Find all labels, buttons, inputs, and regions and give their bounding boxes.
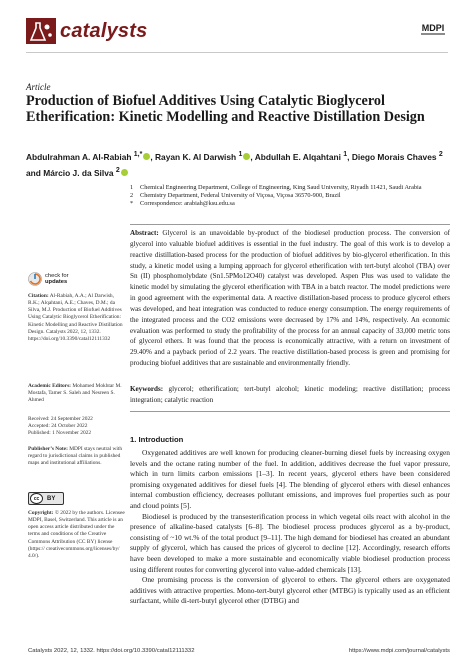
publisher-note: Publisher’s Note: MDPI stays neutral with regard to jurisdictional claims in published maps and institutional affiliations. [28, 446, 123, 467]
author[interactable]: Diego Morais Chaves $^2$ [351, 151, 443, 162]
journal-header [26, 16, 147, 46]
cc-by-license-badge[interactable]: cc BY [28, 492, 64, 505]
author-list: Abdulrahman A. Al-Rabiah $^{1,*}$ , Rayan K. Al Darwish $^1$ , Abdullah E. Alqahtani $^1$, Diego Morais Chaves $^2$ and Márcio J. da Silva $^2$ [26, 151, 443, 178]
introduction-body [130, 448, 450, 607]
section-heading: 1. Introduction [130, 435, 184, 444]
check-updates-icon [28, 272, 42, 286]
article-title: Production of Biofuel Additives Using Catalytic Bioglycerol Etherification: Kinetic Modelling and Reactive Distillation Design [26, 93, 425, 126]
article-type: Article [26, 82, 51, 92]
abstract: Abstract: Glycerol is an unavoidable by-product of the biodiesel production process. The conversion of glycerol into valuable biofuel additives is essential in the fuel industry. The goal of this work is to develop a reactive distillation-based process for the production of biofuel additives by bio-glycerol etherification. In this study, a kinetic model using a lumping approach for glycerol etherification with tert-butyl alcohol (TBA) over Sn (II) phosphomolybdate (Sn1.5PMo12O40) catalyst was developed. Aspen Plus was used to validate the kinetic model by simulating the glycerol etherification with TBA in a batch reactor. The model predictions were in good agreement with the experimental data. A reactive distillation-based process to produce glycerol ethers was developed, and heat integration was conducted to reduce energy consumption. The energy requirements of the integrated process and the CO2 emissions were decreased by 17% and 14%, respectively. An economic evaluation was performed to study the profitability of the process for an annual capacity of 33,000 metric tons of glycerol ethers. It was found that the process is economically attractive, with a return on investment of 29.40% and a payback period of 2.2 years. The reactive distillation-based process is green and promising for producing biofuel additives that are sustainable and environmentally friendly. [130, 229, 450, 368]
paragraph: One promising process is the conversion of glycerol to ethers. The glycerol ethers are oxygenated additives with attractive properties. Mono-tert-butyl glycerol ether (MTBG) is typically used as an efficient surfactant, while di-tert-butyl glycerol ether (DTBG) and [130, 575, 450, 606]
orcid-icon[interactable] [121, 169, 128, 176]
author[interactable]: Márcio J. da Silva $^2$ [43, 168, 128, 178]
header-rule [26, 52, 448, 53]
citation-block: Citation: Al-Rabiah, A.A.; Al Darwish, R.K.; Alqahtani, A.E.; Chaves, D.M.; da Silva, M.J. Production of Biofuel Additives Using Catalytic Bioglycerol Etherification: Kinetic Modelling and Reactive Distillation Design. Catalysts 2022, 12, 1332. https://doi.org/10.3390/catal12111332 [28, 293, 123, 342]
publication-dates: Received: 24 September 2022 Accepted: 24 October 2022 Published: 1 November 2022 [28, 416, 93, 437]
affiliation-item: 2 Chemistry Department, Federal University of Viçosa, Viçosa 36570-900, Brazil [130, 192, 341, 199]
journal-name: catalysts [60, 19, 148, 42]
affiliation-item: 1 Chemical Engineering Department, College of Engineering, King Saud University, Riyadh 11421, Saudi Arabia [130, 184, 422, 191]
mdpi-logo-icon [418, 18, 448, 42]
footer-citation: Catalysts 2022, 12, 1332. https://doi.org/10.3390/catal12111332 [28, 648, 195, 654]
creative-commons-icon: cc [30, 493, 43, 504]
footer-journal-link[interactable]: https://www.mdpi.com/journal/catalysts [348, 648, 450, 654]
page-footer [28, 648, 450, 654]
affiliations [130, 184, 460, 208]
copyright-block: Copyright: © 2022 by the authors. Licensee MDPI, Basel, Switzerland. This article is an open access article distributed under the terms and conditions of the Creative Commons Attribution (CC BY) license (https:// creativecommons.org/licenses/by/ 4.0/). [28, 510, 125, 559]
paragraph: Oxygenated additives are well known for producing cleaner-burning diesel fuels by increasing oxygen levels and the octane rating number of the fuel. In addition, additives decrease the fuel vapor pressure, which in turn limits carbon emissions [1–3]. In recent years, glycerol ethers have been considered promising oxygenated additives for diesel fuels [4]. The blending of glycerol ethers with diesel enhances internal combustion efficiency, decreases pollutant emissions, and improves fuel properties such as pour and cloud points [5]. [130, 448, 450, 510]
author[interactable]: Rayan K. Al Darwish $^1$ [155, 152, 250, 162]
catalysts-logo-icon [26, 18, 56, 44]
mdpi-logo-text: MDPI [421, 23, 445, 33]
keywords: Keywords: glycerol; etherification; tert-butyl alcohol; kinetic modeling; reactive distillation; process integration; catalytic reaction [130, 385, 450, 404]
author[interactable]: Abdulrahman A. Al-Rabiah $^{1,*}$ [26, 152, 150, 162]
abstract-top-rule [130, 224, 450, 225]
academic-editors: Academic Editors: Mohamed Mokhtar M. Mostafa, Tamer S. Saleh and Nesreen S. Ahmed [28, 383, 122, 404]
abstract-bottom-rule [130, 411, 450, 412]
orcid-icon[interactable] [243, 153, 250, 160]
check-for-updates-button[interactable]: check for updates [28, 272, 69, 286]
affiliation-item: * Correspondence: arabiah@ksu.edu.sa [130, 200, 235, 207]
orcid-icon[interactable] [143, 153, 150, 160]
paragraph: Biodiesel is produced by the transesterification process in which vegetal oils react with alcohol in the presence of alkaline-based catalysts [6–8]. The biodiesel process produces glycerol as a by-product, consisting of ~10 wt.% of the total product [9–11]. The high demand for biodiesel has created an abundant supply of glycerol, which has caused the prices of glycerol to decline [12]. Accordingly, research efforts have been developed to make a more sustainable and economically viable biodiesel production process using different routes for converting glycerol into value-added chemicals [13]. [130, 511, 450, 574]
author[interactable]: Abdullah E. Alqahtani $^1$ [254, 151, 348, 162]
